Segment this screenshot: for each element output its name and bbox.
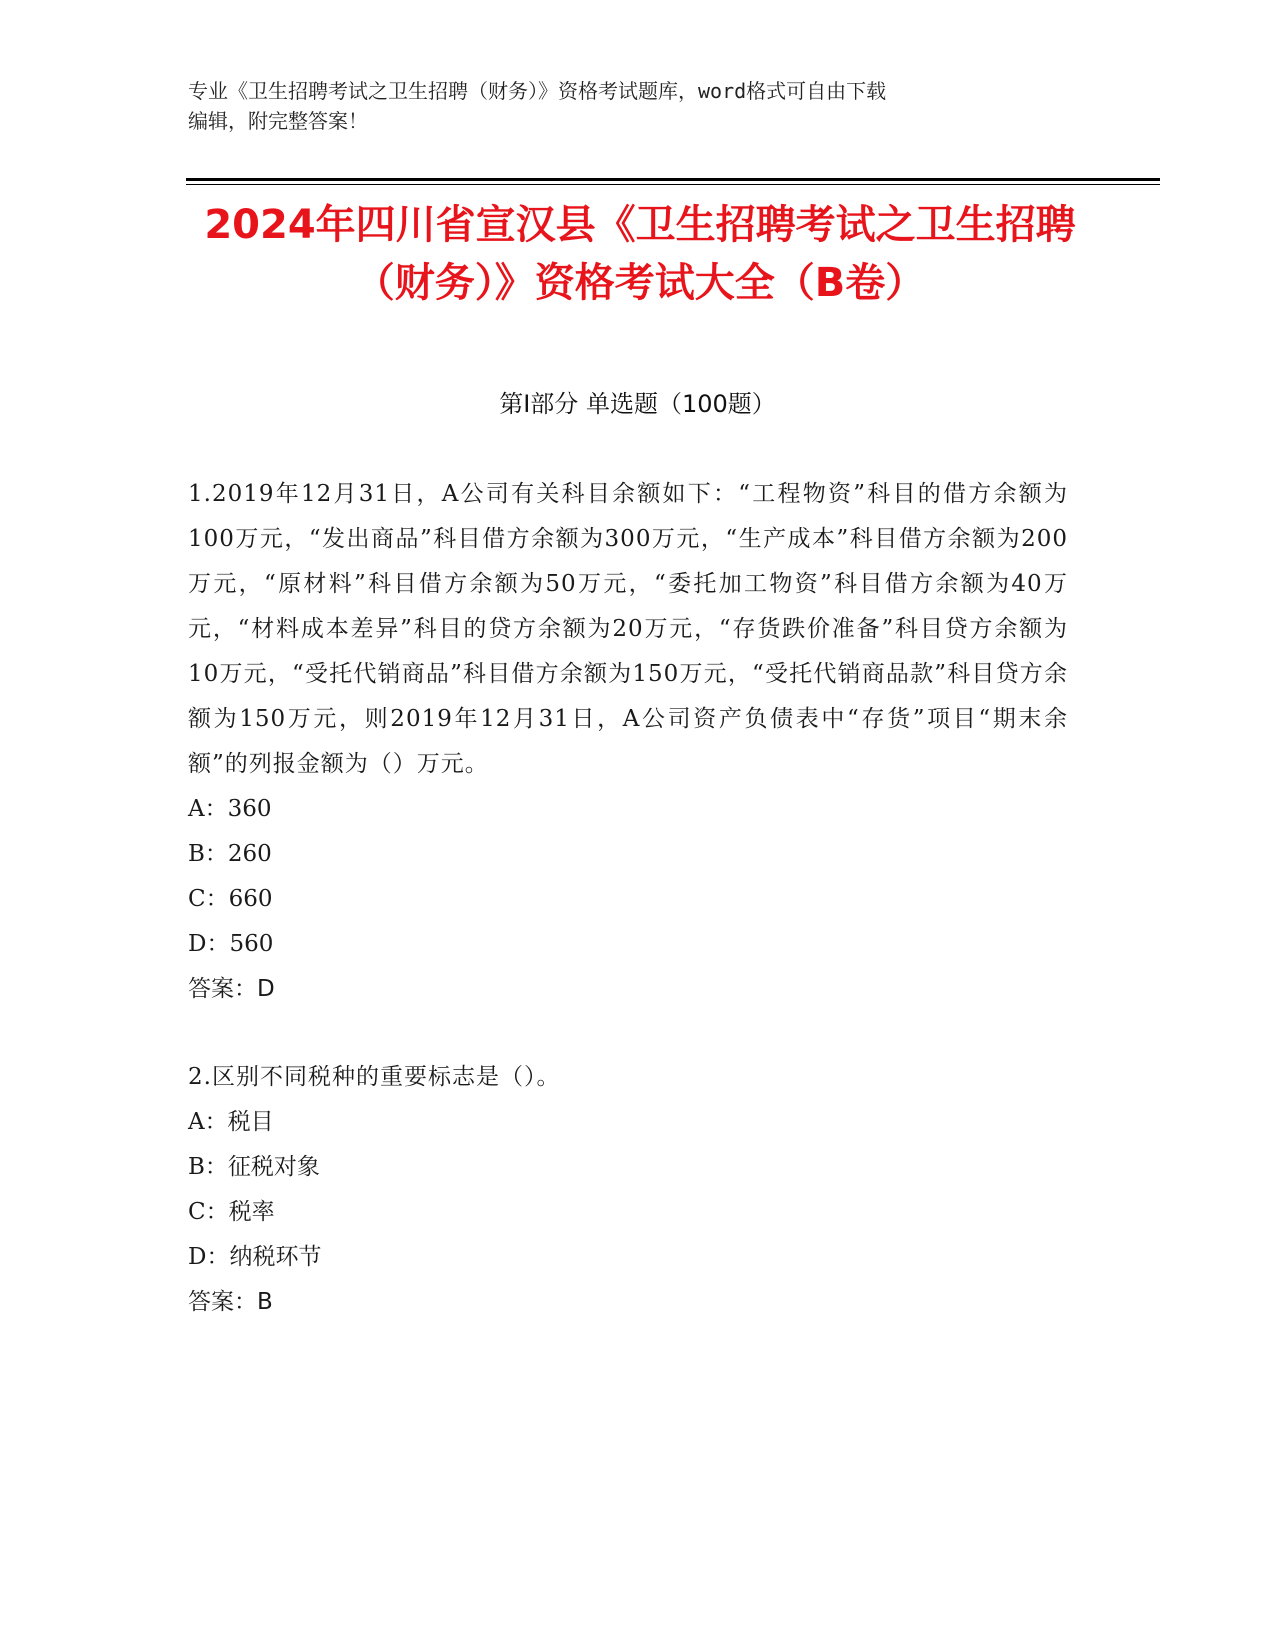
answer: 答案：D bbox=[188, 976, 275, 1002]
header-note-line-2: 编辑，附完整答案！ bbox=[188, 109, 368, 133]
question-stem: 2.区别不同税种的重要标志是（）。 bbox=[188, 1064, 561, 1090]
option-d: D：560 bbox=[188, 931, 274, 957]
option-c: C：660 bbox=[188, 886, 273, 912]
option-c: C：税率 bbox=[188, 1199, 275, 1225]
header-divider-thick bbox=[186, 178, 1160, 181]
option-b: B：征税对象 bbox=[188, 1154, 320, 1180]
question-list bbox=[188, 472, 1068, 1368]
header-note-line-1: 专业《卫生招聘考试之卫生招聘（财务）》资格考试题库，word格式可自由下载 bbox=[188, 79, 887, 103]
section-heading: 第Ⅰ部分 单选题（100题） bbox=[499, 390, 776, 418]
question-stem: 1.2019年12月31日，A公司有关科目余额如下：“工程物资”科目的借方余额为100万元，“发出商品”科目借方余额为300万元，“生产成本”科目借方余额为200万元，“原材料”科目借方余额为50万元，“委托加工物资”科目借方余额为40万元，“材料成本差异”科目的贷方余额为20万元，“存货跌价准备”科目贷方余额为10万元，“受托代销商品”科目借方余额为150万元，“受托代销商品款”科目贷方余额为150万元，则2019年12月31日，A公司资产负债表中“存货”项目“期末余额”的列报金额为（）万元。 bbox=[188, 481, 1068, 777]
document-title: 2024年四川省宣汉县《卫生招聘考试之卫生招聘（财务）》资格考试大全（B卷） bbox=[204, 202, 1076, 306]
option-a: A：税目 bbox=[188, 1109, 274, 1135]
question-2 bbox=[188, 1055, 1068, 1325]
option-a: A：360 bbox=[188, 796, 272, 822]
question-1 bbox=[188, 472, 1068, 1012]
header-note bbox=[188, 76, 1068, 136]
option-b: B：260 bbox=[188, 841, 272, 867]
option-d: D：纳税环节 bbox=[188, 1244, 322, 1270]
header-divider-thin bbox=[186, 184, 1160, 185]
answer: 答案：B bbox=[188, 1289, 273, 1315]
